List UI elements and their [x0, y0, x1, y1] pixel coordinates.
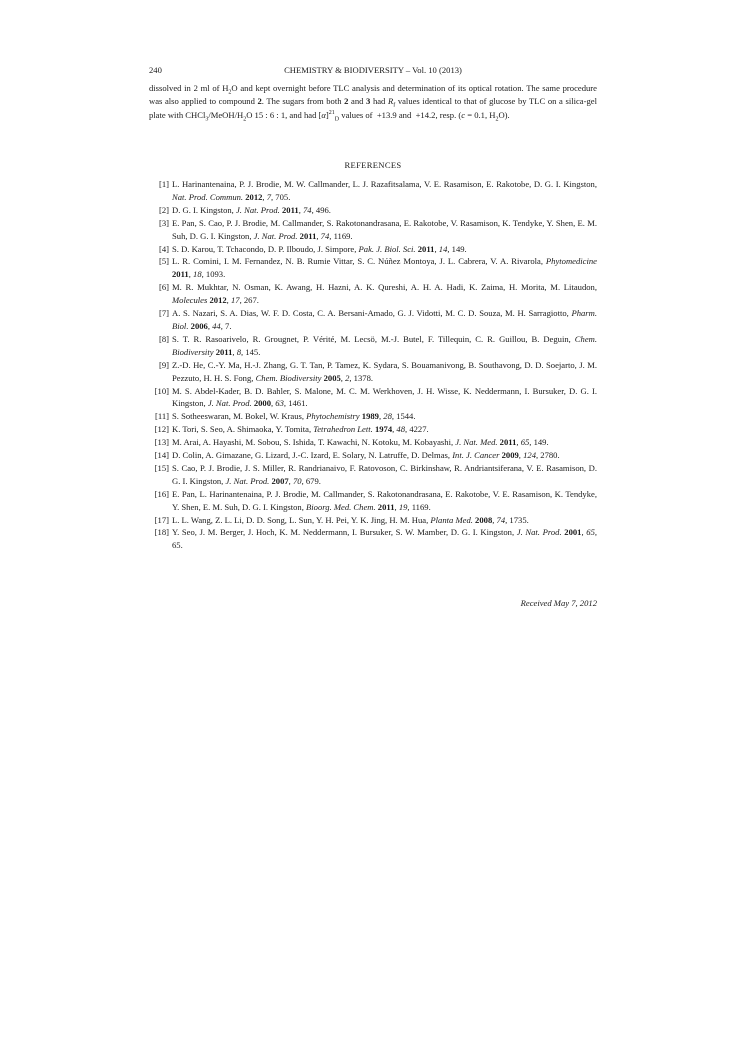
- reference-item: [149, 449, 597, 462]
- body-paragraph: dissolved in 2 ml of $H_2O$ and kept overnight before TLC analysis and determination of its optical rotation. The same procedure was also applied to compound 2. The sugars from both 2 and 3 had $R_f$ values identical to that of glucose by TLC on a silica-gel plate with $CHCl_3/MeOH/H_2O$ 15 : 6 : 1, and had $[\alpha]^{21}_D$ values of +13.9 and +14.2, resp. (c = 0.1, $H_2O$).: [149, 83, 597, 123]
- reference-text: Y. Seo, J. M. Berger, J. Hoch, K. M. Neddermann, I. Bursuker, S. W. Mamber, D. G. I. Kingston, J. Nat. Prod. 2001, 65, 65.: [172, 527, 598, 551]
- reference-number: [4]: [158, 243, 169, 254]
- reference-item: [149, 359, 597, 385]
- reference-number: [13]: [154, 437, 169, 448]
- reference-number: [5]: [158, 256, 169, 267]
- references-heading: REFERENCES: [344, 160, 402, 170]
- reference-number: [6]: [158, 282, 169, 293]
- reference-item: [149, 385, 597, 411]
- reference-text: S. D. Karou, T. Tchacondo, D. P. Ilboudo, J. Simpore, Pak. J. Biol. Sci. 2011, 14, 149.: [172, 243, 467, 254]
- reference-number: [12]: [154, 424, 169, 435]
- reference-text: K. Tori, S. Seo, A. Shimaoka, Y. Tomita, Tetrahedron Lett. 1974, 48, 4227.: [172, 424, 429, 435]
- reference-item: [149, 423, 597, 436]
- journal-title: CHEMISTRY & BIODIVERSITY – Vol. 10 (2013): [284, 65, 462, 75]
- reference-number: [15]: [154, 462, 169, 473]
- reference-number: [8]: [158, 333, 169, 344]
- reference-text: D. Colin, A. Gimazane, G. Lizard, J.-C. Izard, E. Solary, N. Latruffe, D. Delmas, Int. J. Cancer 2009, 124, 2780.: [172, 450, 560, 461]
- reference-number: [3]: [158, 217, 169, 228]
- reference-text: Z.-D. He, C.-Y. Ma, H.-J. Zhang, G. T. Tan, P. Tamez, K. Sydara, S. Bouamanivong, B. Southavong, D. D. Soejarto, J. M. Pezzuto, H. H. S. Fong, Chem. Biodiversity 2005, 2, 1378.: [172, 359, 597, 383]
- body-text: [149, 82, 597, 122]
- reference-text: M. Arai, A. Hayashi, M. Sobou, S. Ishida, T. Kawachi, N. Kotoku, M. Kobayashi, J. Nat. Med. 2011, 65, 149.: [172, 437, 549, 448]
- reference-number: [7]: [158, 308, 169, 319]
- reference-number: [17]: [154, 514, 169, 525]
- reference-item: [149, 488, 597, 514]
- reference-text: E. Pan, L. Harinantenaina, P. J. Brodie, M. Callmander, S. Rakotonandrasana, E. Rakotobe, V. E. Rasamison, K. Tendyke, Y. Shen, E. M. Suh, D. G. I. Kingston, Bioorg. Med. Chem. 2011, 19, 1169.: [172, 488, 597, 512]
- reference-number: [9]: [158, 359, 169, 370]
- reference-text: D. G. I. Kingston, J. Nat. Prod. 2011, 74, 496.: [172, 204, 331, 215]
- reference-text: S. Sotheeswaran, M. Bokel, W. Kraus, Phytochemistry 1989, 28, 1544.: [172, 411, 416, 422]
- reference-text: L. L. Wang, Z. L. Li, D. D. Song, L. Sun, Y. H. Pei, Y. K. Jing, H. M. Hua, Planta Med. 2008, 74, 1735.: [172, 514, 529, 525]
- reference-text: A. S. Nazari, S. A. Dias, W. F. D. Costa, C. A. Bersani-Amado, G. J. Vidotti, M. C. D. Souza, M. H. Sarragiotto, Pharm. Biol. 2006, 44, 7.: [172, 308, 597, 331]
- reference-item: [149, 307, 597, 333]
- reference-text: M. S. Abdel-Kader, B. D. Bahler, S. Malone, M. C. M. Werkhoven, J. H. Wisse, K. Neddermann, I. Bursuker, D. G. I. Kingston, J. Nat. Prod. 2000, 63, 1461.: [172, 385, 597, 409]
- reference-number: [16]: [154, 488, 169, 499]
- reference-text: M. R. Mukhtar, N. Osman, K. Awang, H. Hazni, A. K. Qureshi, A. H. A. Hadi, K. Zaima, H. Morita, M. Litaudon, Molecules 2012, 17, 267.: [172, 282, 597, 306]
- reference-number: [11]: [155, 411, 169, 422]
- reference-number: [14]: [154, 450, 169, 461]
- reference-item: [149, 333, 597, 359]
- reference-item: [149, 462, 597, 488]
- reference-item: [149, 526, 597, 552]
- reference-text: L. Harinantenaina, P. J. Brodie, M. W. Callmander, L. J. Razafitsalama, V. E. Rasamison, E. Rakotobe, D. G. I. Kingston, Nat. Prod. Commun. 2012, 7, 705.: [172, 179, 597, 202]
- reference-item: [149, 255, 597, 281]
- references-list: [149, 178, 597, 552]
- reference-item: [149, 436, 597, 449]
- reference-item: [149, 281, 597, 307]
- reference-number: [10]: [154, 385, 169, 396]
- reference-number: [18]: [154, 527, 169, 538]
- reference-item: [149, 204, 597, 217]
- reference-item: [149, 514, 597, 527]
- reference-item: [149, 178, 597, 204]
- reference-number: [2]: [158, 204, 169, 215]
- reference-text: S. T. R. Rasoarivelo, R. Grougnet, P. Vérité, M. Lecsö, M.-J. Butel, F. Tillequin, C. R. Guillou, B. Deguin, Chem. Biodiversity 2011, 8, 145.: [172, 333, 597, 357]
- reference-item: [149, 217, 597, 243]
- reference-item: [149, 410, 597, 423]
- page-number: 240: [149, 65, 162, 75]
- reference-text: L. R. Comini, I. M. Fernandez, N. B. Rumie Vittar, S. C. Núñez Montoya, J. L. Cabrera, V. A. Rivarola, Phytomedicine 2011, 18, 1093.: [172, 256, 597, 280]
- reference-item: [149, 243, 597, 256]
- reference-text: E. Pan, S. Cao, P. J. Brodie, M. Callmander, S. Rakotonandrasana, E. Rakotobe, V. Rasamison, K. Tendyke, Y. Shen, E. M. Suh, D. G. I. Kingston, J. Nat. Prod. 2011, 74, 1169.: [172, 217, 597, 241]
- reference-text: S. Cao, P. J. Brodie, J. S. Miller, R. Randrianaivo, F. Ratovoson, C. Birkinshaw, R. Andriantsiferana, V. E. Rasamison, D. G. I. Kingston, J. Nat. Prod. 2007, 70, 679.: [172, 462, 597, 486]
- reference-number: [1]: [158, 179, 169, 189]
- received-date: Received May 7, 2012: [520, 598, 597, 608]
